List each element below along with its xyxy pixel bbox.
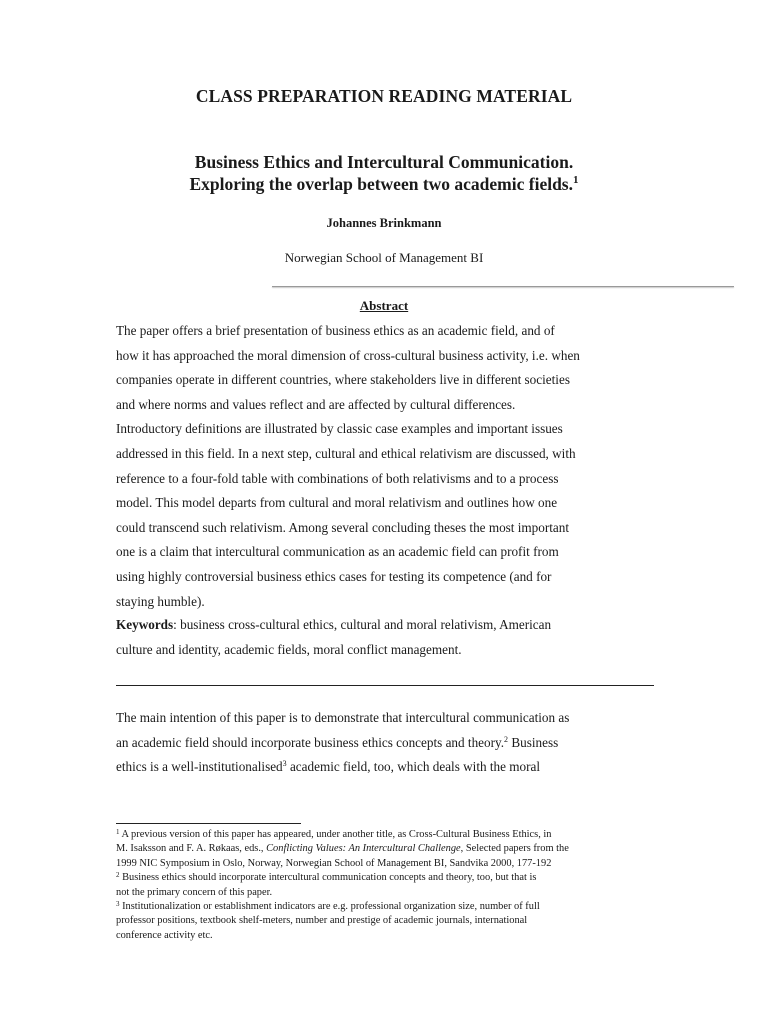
intro-line-1: The main intention of this paper is to demonstrate that intercultural communication as [116,710,570,725]
abstract-heading: Abstract [359,298,409,313]
intro-line-2-tail: Business [508,734,559,750]
intro-line-3-text: ethics is a well-institutionalised [116,759,283,775]
abstract-line: addressed in this field. In a next step, cultural and ethical relativism are discussed, with [116,445,576,461]
footnote-3-line-2: professor positions, textbook shelf-meters, number and prestige of academic journals, international [116,915,528,927]
abstract-line: one is a claim that intercultural communication as an academic field can profit from [116,544,559,560]
abstract-line: companies operate in different countries, where stakeholders live in different societies [116,372,570,388]
footnote-3-mark: 3 [116,900,120,909]
footnote-1-line-1 [116,828,656,842]
footnotes [116,828,656,943]
title-line-1: Business Ethics and Intercultural Communication. [194,152,574,172]
abstract-line: and where norms and values reflect and are affected by cultural differences. [116,396,516,412]
keywords-text-1: : business cross-cultural ethics, cultural and moral relativism, American [173,617,552,632]
abstract-line: model. This model departs from cultural and moral relativism and outlines how one [116,495,558,511]
footnote-3-line-3: conference activity etc. [116,929,213,941]
intro-line-3 [116,755,636,780]
document-header: CLASS PREPARATION READING MATERIAL [195,86,573,106]
keywords [116,613,636,662]
title-line-2 [0,173,768,195]
keywords-label: Keywords [116,617,174,632]
abstract-line: how it has approached the moral dimension of cross-cultural business activity, i.e. when [116,347,580,363]
intro-paragraph [116,706,636,780]
footnote-separator [116,823,301,824]
abstract-line: The paper offers a brief presentation of business ethics as an academic field, and of [116,323,555,338]
footnote-2-line-1 [116,871,656,885]
footnote-1-line-3: 1999 NIC Symposium in Oslo, Norway, Norwegian School of Management BI, Sandvika 2000, 177-192 [116,857,552,869]
footnote-1-book-title: Conflicting Values: An Intercultural Challenge [266,843,461,855]
abstract-line: staying humble). [116,593,205,609]
footnote-1-line-2 [116,842,656,856]
divider-middle [116,685,654,686]
title-line-2-text: Exploring the overlap between two academic fields. [189,174,573,194]
footnote-2-mark: 2 [116,871,120,880]
footnote-3-line-1 [116,900,656,914]
paper-title [0,151,768,195]
footnote-2-text-1: Business ethics should incorporate intercultural communication concepts and theory, too, but that is [119,872,537,884]
keywords-line-1 [116,613,636,638]
abstract-line: using highly controversial business ethics cases for testing its competence (and for [116,568,552,584]
abstract-line: could transcend such relativism. Among several concluding theses the most important [116,519,570,535]
author-affiliation: Norwegian School of Management BI [284,250,484,265]
intro-line-2 [116,731,636,756]
author-name: Johannes Brinkmann [326,216,442,230]
footnote-1-text-1: A previous version of this paper has appeared, under another title, as Cross-Cultural Business Ethics, in [119,829,552,840]
abstract-line: reference to a four-fold table with combinations of both relativisms and to a process [116,470,559,486]
intro-line-2-text: an academic field should incorporate business ethics concepts and theory. [116,734,505,750]
footnote-1-text-2a: M. Isaksson and F. A. Røkaas, eds., [116,843,267,855]
footnote-3-text-1: Institutionalization or establishment indicators are e.g. professional organization size, number of full [119,901,540,913]
divider-top [272,286,734,287]
abstract-line: Introductory definitions are illustrated by classic case examples and important issues [116,421,563,437]
keywords-line-2: culture and identity, academic fields, moral conflict management. [116,641,462,657]
footnote-ref-3[interactable]: 3 [282,759,287,769]
abstract-body [116,319,636,614]
title-footnote-mark[interactable]: 1 [573,174,579,186]
intro-line-3-tail: academic field, too, which deals with the moral [286,759,541,775]
footnote-2-line-2: not the primary concern of this paper. [116,886,273,898]
footnote-ref-2[interactable]: 2 [504,734,509,744]
footnote-1-text-2b: , Selected papers from the [460,843,569,855]
footnote-1-mark: 1 [116,828,120,836]
